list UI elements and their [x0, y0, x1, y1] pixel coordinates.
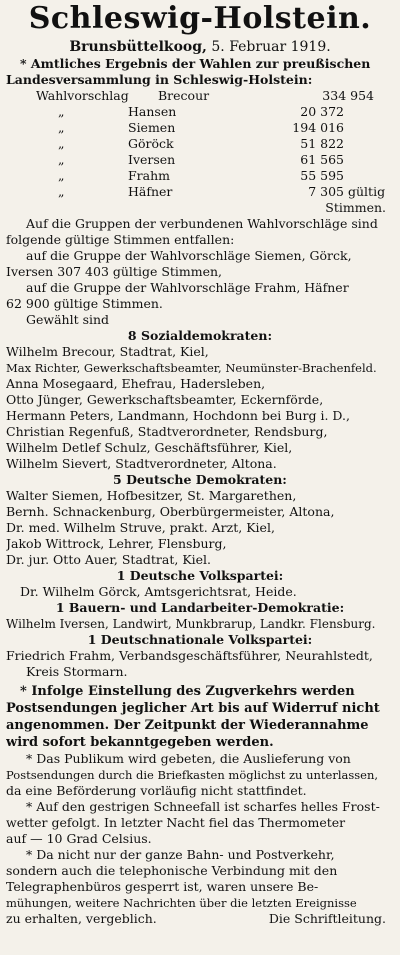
vote-name: Iversen	[128, 152, 176, 167]
vote-name: Häfner	[128, 184, 173, 199]
notice-line: wird sofort bekanntgegeben werden.	[6, 735, 274, 750]
vote-row	[6, 120, 394, 136]
vote-suffix	[344, 152, 348, 168]
list-item: Otto Jünger, Gewerkschaftsbeamter, Eckernförde,	[6, 392, 324, 407]
paragraph-line: * Das Publikum wird gebeten, die Auslieferung von	[26, 751, 351, 766]
paragraph-line: sondern auch die telephonische Verbindung mit den	[6, 863, 338, 878]
vote-row	[6, 184, 394, 200]
section-heading: 1 Deutschnationale Volkspartei:	[87, 632, 313, 647]
paragraph-line: Postsendungen durch die Briefkasten möglichst zu unterlassen,	[6, 768, 379, 782]
vote-count: 194 016	[292, 120, 344, 135]
notice-line: Postsendungen jeglicher Art bis auf Widerruf nicht	[6, 701, 380, 716]
dateline-place: Brunsbüttelkoog,	[69, 39, 207, 55]
vote-count: 7 305	[308, 184, 344, 199]
list-item: Walter Siemen, Hofbesitzer, St. Margarethen,	[6, 488, 297, 503]
vote-name: Göröck	[128, 136, 174, 151]
vote-suffix	[344, 168, 348, 184]
list-item: Dr. med. Wilhelm Struve, prakt. Arzt, Kiel,	[6, 520, 275, 535]
section-heading: 1 Bauern- und Landarbeiter-Demokratie:	[55, 600, 345, 615]
vote-table	[6, 88, 394, 200]
vote-count: 51 822	[300, 136, 344, 151]
list-item: Wilhelm Brecour, Stadtrat, Kiel,	[6, 344, 209, 359]
signature: Die Schriftleitung.	[268, 911, 386, 926]
dateline	[6, 38, 394, 56]
vote-suffix	[344, 120, 348, 136]
groups-line: Iversen 307 403 gültige Stimmen,	[6, 264, 223, 279]
page-title: Schleswig-Holstein.	[28, 1, 372, 36]
paragraph-line: auf — 10 Grad Celsius.	[6, 831, 152, 846]
list-item: Christian Regenfuß, Stadtverordneter, Rendsburg,	[6, 424, 328, 439]
groups-line: auf die Gruppe der Wahlvorschläge Frahm, Häfner	[26, 280, 349, 295]
vote-name: Hansen	[128, 104, 177, 119]
vote-row	[6, 104, 394, 120]
section-heading: 5 Deutsche Demokraten:	[113, 472, 287, 487]
vote-suffix	[344, 136, 348, 152]
vote-label: „	[58, 168, 65, 183]
groups-line: folgende gültige Stimmen entfallen:	[6, 232, 235, 247]
list-item: Kreis Stormarn.	[26, 664, 128, 679]
intro-line: * Amtliches Ergebnis der Wahlen zur preußischen	[20, 56, 371, 71]
notice-line: * Infolge Einstellung des Zugverkehrs werden	[20, 684, 355, 699]
vote-name: Frahm	[128, 168, 171, 183]
vote-name: Siemen	[128, 120, 176, 135]
paragraph-line: wetter gefolgt. In letzter Nacht fiel das Thermometer	[6, 815, 346, 830]
vote-count: 334 954	[322, 88, 374, 103]
list-item: Wilhelm Detlef Schulz, Geschäftsführer, Kiel,	[6, 440, 293, 455]
list-item: Wilhelm Iversen, Landwirt, Munkbrarup, Landkr. Flensburg.	[6, 617, 376, 631]
vote-suffix: gültig	[348, 184, 386, 199]
list-item: Max Richter, Gewerkschaftsbeamter, Neumünster-Brachenfeld.	[6, 361, 377, 375]
vote-row	[6, 136, 394, 152]
groups-line: 62 900 gültige Stimmen.	[6, 296, 163, 311]
vote-label: „	[58, 184, 65, 199]
list-item: Jakob Wittrock, Lehrer, Flensburg,	[6, 536, 227, 551]
paragraph-line: mühungen, weitere Nachrichten über die letzten Ereignisse	[6, 896, 357, 910]
list-item: Wilhelm Sievert, Stadtverordneter, Altona.	[6, 456, 277, 471]
closing-row	[6, 911, 394, 927]
intro-line: Landesversammlung in Schleswig-Holstein:	[6, 72, 313, 87]
paragraph-line: zu erhalten, vergeblich.	[6, 911, 157, 926]
vote-name: Brecour	[158, 88, 210, 103]
groups-line: auf die Gruppe der Wahlvorschläge Siemen, Görck,	[26, 248, 352, 263]
paragraph-line: * Da nicht nur der ganze Bahn- und Postverkehr,	[26, 847, 335, 862]
notice-line: angenommen. Der Zeitpunkt der Wiederannahme	[6, 718, 369, 733]
groups-line: Gewählt sind	[26, 312, 110, 327]
list-item: Dr. Wilhelm Görck, Amtsgerichtsrat, Heide.	[20, 584, 297, 599]
vote-count: 61 565	[300, 152, 344, 167]
list-item: Anna Mosegaard, Ehefrau, Hadersleben,	[6, 376, 266, 391]
dateline-date: 5. Februar 1919.	[211, 39, 331, 55]
vote-row	[6, 168, 394, 184]
vote-label: „	[58, 136, 65, 151]
vote-label: „	[58, 104, 65, 119]
paragraph-line: Telegraphenbüros gesperrt ist, waren unsere Be-	[6, 879, 319, 894]
list-item: Bernh. Schnackenburg, Oberbürgermeister, Altona,	[6, 504, 335, 519]
paragraph-line: * Auf den gestrigen Schneefall ist scharfes helles Frost-	[26, 799, 380, 814]
vote-row	[6, 88, 394, 104]
stimmen-label: Stimmen.	[325, 200, 386, 215]
list-item: Hermann Peters, Landmann, Hochdonn bei Burg i. D.,	[6, 408, 350, 423]
list-item: Dr. jur. Otto Auer, Stadtrat, Kiel.	[6, 552, 212, 567]
vote-label: „	[58, 120, 65, 135]
groups-line: Auf die Gruppen der verbundenen Wahlvorschläge sind	[26, 216, 378, 231]
vote-row	[6, 152, 394, 168]
vote-suffix	[374, 88, 378, 104]
vote-count: 20 372	[300, 104, 344, 119]
section-heading: 1 Deutsche Volkspartei:	[116, 568, 284, 583]
vote-label: „	[58, 152, 65, 167]
section-heading: 8 Sozialdemokraten:	[127, 328, 273, 343]
paragraph-line: da eine Beförderung vorläufig nicht stattfindet.	[6, 783, 307, 798]
vote-suffix	[344, 104, 348, 120]
vote-count: 55 595	[300, 168, 344, 183]
list-item: Friedrich Frahm, Verbandsgeschäftsführer, Neurahlstedt,	[6, 648, 373, 663]
vote-label: Wahlvorschlag	[36, 88, 129, 103]
